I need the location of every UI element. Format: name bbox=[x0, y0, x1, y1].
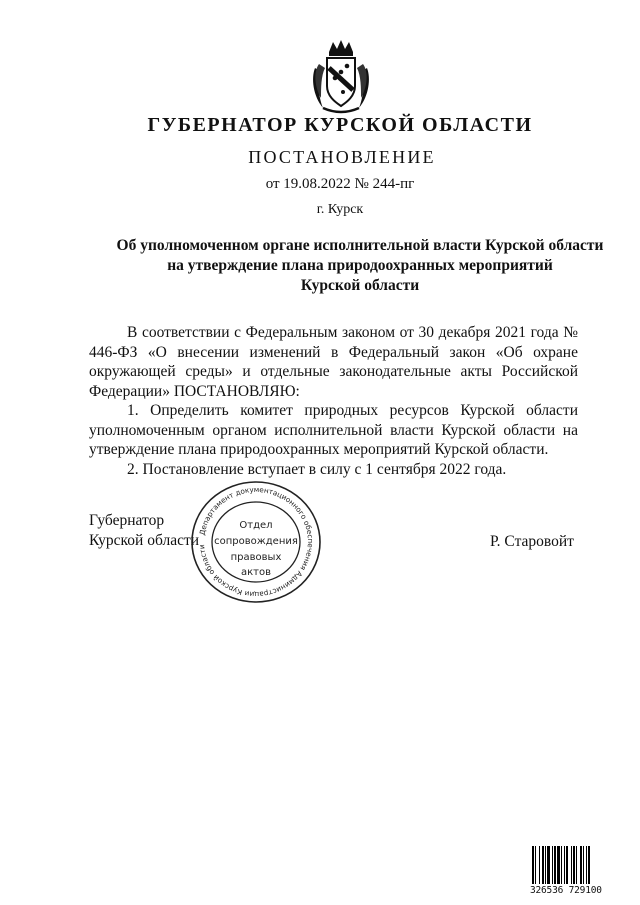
document-date-number: от 19.08.2022 № 244-пг bbox=[265, 176, 415, 192]
stamp-line: актов bbox=[240, 567, 272, 578]
stamp-line: Отдел bbox=[239, 520, 273, 531]
preamble-paragraph: В соответствии с Федеральным законом от 30 декабря 2021 года № 446-ФЗ «О внесении изменений в Федеральный закон «Об охране окружающей среды» и отдельные законодательные акты Российской Федерации» ПОСТАНОВЛЯЮ: bbox=[89, 324, 578, 400]
signatory-name: Р. Старовойт bbox=[490, 533, 574, 550]
order-item-2: 2. Постановление вступает в силу с 1 сентября 2022 года. bbox=[127, 460, 507, 478]
barcode-bars bbox=[532, 846, 622, 884]
subject-line: на утверждение плана природоохранных мероприятий bbox=[167, 257, 553, 274]
barcode-bar bbox=[590, 846, 591, 884]
document-barcode bbox=[530, 846, 622, 902]
document-type: ПОСТАНОВЛЕНИЕ bbox=[248, 147, 436, 167]
position-line: Курской области bbox=[89, 532, 200, 549]
stamp-line: правовых bbox=[230, 552, 282, 563]
subject-line: Курской области bbox=[300, 277, 420, 294]
document-body bbox=[89, 323, 578, 479]
document-place: г. Курск bbox=[316, 202, 364, 217]
order-item-1: 1. Определить комитет природных ресурсов Курской области уполномоченным органом исполнительной власти Курской области на утверждение плана природоохранных мероприятий Курской области. bbox=[89, 402, 578, 458]
position-line: Губернатор bbox=[89, 512, 165, 529]
barcode-digits: 326536 729100 bbox=[530, 885, 602, 896]
stamp-line: сопровождения bbox=[214, 536, 298, 547]
governor-title: ГУБЕРНАТОР КУРСКОЙ ОБЛАСТИ bbox=[147, 114, 533, 136]
signatory-position bbox=[89, 511, 199, 551]
subject-line: Об уполномоченном органе исполнительной власти Курской области bbox=[116, 237, 604, 254]
office-stamp bbox=[187, 478, 325, 606]
stamp-ring-text: Департамент документационного обеспечения Администрации Курской области bbox=[197, 484, 316, 600]
coat-of-arms-icon bbox=[309, 38, 373, 116]
document-subject bbox=[60, 236, 640, 296]
